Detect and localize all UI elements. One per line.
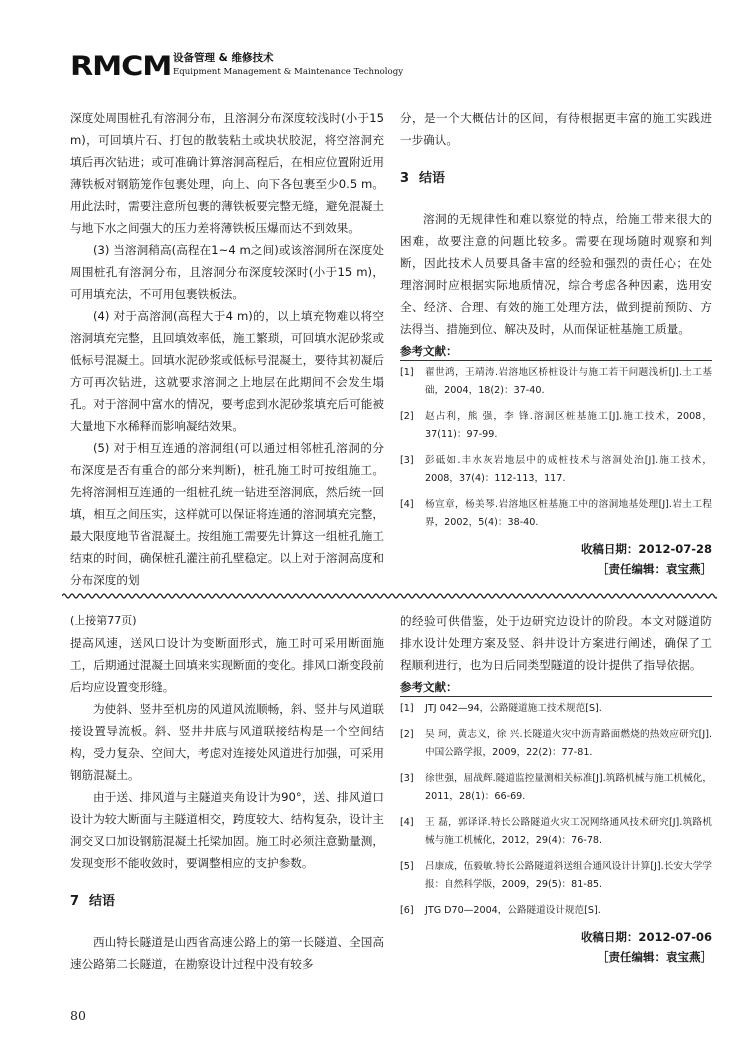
reference-list: [400, 364, 712, 532]
body-paragraph: 深度处周围桩孔有溶洞分布，且溶洞分布深度较浅时(小于15 m)，可回填片石、打包的散装粘土或块状胶泥，将空溶洞充填后再次钻进；或可准确计算溶洞高程后，在相应位置附近用薄铁板对钢筋笼作包裹处理，向上、向下各包裹至少0.5 m。用此法时，需要注意所包裹的薄铁板要完整无缝，避免混凝土与地下水之间强大的压力差将薄铁板压爆而达不到效果。: [70, 111, 384, 235]
responsible-editor: ［责任编辑：袁宝燕］: [597, 562, 712, 576]
body-paragraph: 分，是一个大概估计的区间，有待根据更丰富的施工实践进一步确认。: [400, 111, 712, 147]
section-title: 结语: [89, 894, 116, 909]
reference-text: JTG D70—2004，公路隧道设计规范[S].: [425, 905, 601, 916]
reference-item: [400, 814, 712, 850]
article1-right-column: [400, 107, 712, 579]
body-paragraph: 提高风速，送风口设计为变断面形式，施工时可采用断面施工，后期通过混凝土回填来实现断面的变化。排风口渐变段前后均应设置变形缝。: [70, 636, 384, 694]
responsible-editor: ［责任编辑：袁宝燕］: [597, 950, 712, 964]
reference-number: [3]: [400, 773, 414, 784]
reference-item: [400, 496, 712, 532]
section-number: 3: [400, 171, 410, 186]
section-heading: [70, 891, 384, 913]
body-paragraph: (5) 对于相互连通的溶洞组(可以通过相邻桩孔溶洞的分布深度是否有重合的部分来判断)，桩孔施工时可按组施工。先将溶洞相互连通的一组桩孔统一钻进至溶洞底，然后统一回填，相互之间压实，这样就可以保证将连通的溶洞填充完整，最大限度地节省混凝土。按组施工需要先计算这一组桩孔施工结束的时间，确保桩孔灌注前孔壁稳定。以上对于溶洞高度和分布深度的划: [70, 441, 384, 587]
references-heading: 参考文献：: [400, 678, 712, 697]
reference-text: 彭砥如.丰水灰岩地层中的成桩技术与溶洞处治[J].施工技术，2008，37(4)：112-113，117.: [425, 455, 712, 484]
reference-list: [400, 700, 712, 920]
journal-logo: RMCM: [70, 51, 172, 82]
reference-text: 徐世强，屈战辉.隧道监控量测相关标准[J].筑路机械与施工机械化，2011，28(1)：66-69.: [425, 773, 712, 802]
received-date: 收稿日期：2012-07-28: [580, 542, 712, 556]
reference-text: 翟世鸿，王靖涛.岩溶地区桥桩设计与施工若干问题浅析[J].土工基础，2004，18(2)：37-40.: [425, 367, 712, 396]
article1-left-column: [70, 107, 384, 591]
reference-number: [1]: [400, 703, 414, 714]
article2-left-column: [70, 610, 384, 975]
received-date: 收稿日期：2012-07-06: [580, 930, 712, 944]
reference-number: [5]: [400, 861, 414, 872]
article2-right-column: [400, 610, 712, 967]
reference-text: 吕康成，伍毅敏.特长公路隧道斜送组合通风设计计算[J].长安大学学报：自然科学版，2009，29(5)：81-85.: [425, 861, 712, 890]
page-number: 80: [70, 1008, 86, 1023]
reference-item: [400, 858, 712, 894]
conclusion-paragraph: 西山特长隧道是山西省高速公路上的第一长隧道、全国高速公路第二长隧道，在勘察设计过程中没有较多: [70, 935, 384, 971]
reference-item: [400, 452, 712, 488]
body-paragraph: (3) 当溶洞稍高(高程在1~4 m之间)或该溶洞所在深度处周围桩孔有溶洞分布，且溶洞分布深度较深时(小于15 m)，可用填充法，不可用包裹铁板法。: [70, 243, 384, 301]
reference-number: [6]: [400, 905, 414, 916]
reference-number: [2]: [400, 729, 414, 740]
reference-text: 吴 珂，黄志义，徐 兴.长隧道火灾中沥青路面燃烧的热效应研究[J].中国公路学报，2009，22(2)：77-81.: [425, 729, 712, 758]
journal-title-en: Equipment Management & Maintenance Technology: [173, 67, 404, 77]
journal-title-cn: 设备管理 & 维修技术: [173, 52, 274, 64]
wavy-divider: [62, 591, 717, 601]
reference-text: 杨宣章，杨美琴.岩溶地区桩基施工中的溶洞地基处理[J].岩土工程界，2002，5(4)：38-40.: [425, 499, 712, 528]
reference-item: [400, 700, 712, 718]
reference-text: 王 磊，郭译译.特长公路隧道火灾工况网络通风技术研究[J].筑路机械与施工机械化，2012，29(4)：76-78.: [425, 817, 712, 846]
body-paragraph: 为使斜、竖井至机房的风道风流顺畅，斜、竖井与风道联接设置导流板。斜、竖井井底与风道联接结构是一个空间结构，受力复杂、空间大，考虑对连接处风道进行加强，可采用钢筋混凝土。: [70, 702, 384, 782]
reference-number: [2]: [400, 411, 414, 422]
body-paragraph: 的经验可供借鉴，处于边研究边设计的阶段。本文对隧道防排水设计处理方案及竖、斜井设计方案进行阐述，确保了工程顺利进行，也为日后同类型隧道的设计提供了指导依据。: [400, 614, 712, 672]
reference-item: [400, 726, 712, 762]
reference-text: 赵占利，熊 强，李 锋.溶洞区桩基施工[J].施工技术，2008，37(11)：97-99.: [425, 411, 712, 440]
body-paragraph: (4) 对于高溶洞(高程大于4 m)的，以上填充物难以将空溶洞填充完整，且回填效率低，施工繁琐，可回填水泥砂浆或低标号混凝土。回填水泥砂浆或低标号混凝土，要待其初凝后方可再次钻进，这就要求溶洞之上地层在此期间不会发生塌孔。对于溶洞中富水的情况，要考虑到水泥砂浆填充后可能被大量地下水稀释而影响凝结效果。: [70, 309, 384, 433]
section-heading: [400, 168, 712, 190]
reference-number: [4]: [400, 499, 414, 510]
reference-item: [400, 364, 712, 400]
reference-item: [400, 770, 712, 806]
section-title: 结语: [419, 171, 446, 186]
reference-item: [400, 408, 712, 444]
reference-item: [400, 902, 712, 920]
reference-number: [4]: [400, 817, 414, 828]
section-number: 7: [70, 894, 80, 909]
conclusion-paragraph: 溶洞的无规律性和难以察觉的特点，给施工带来很大的困难，故要注意的问题比较多。需要在现场随时观察和判断，因此技术人员要具备丰富的经验和强烈的责任心；在处理溶洞时应根据实际地质情况，综合考虑各种因素，选用安全、经济、合理、有效的施工处理方法，做到提前预防、方法得当、措施到位、解决及时，从而保证桩基施工质量。: [400, 212, 712, 336]
reference-number: [1]: [400, 367, 414, 378]
references-heading: 参考文献：: [400, 342, 712, 361]
continued-from-note: (上接第77页): [70, 614, 137, 627]
reference-number: [3]: [400, 455, 414, 466]
reference-text: JTJ 042—94，公路隧道施工技术规范[S].: [425, 703, 602, 714]
body-paragraph: 由于送、排风道与主隧道夹角设计为90°，送、排风道口设计为较大断面与主隧道相交，跨度较大、结构复杂，设计主洞交叉口加设钢筋混凝土托梁加固。施工时必须注意勤量测，发现变形不能收敛时，要调整相应的支护参数。: [70, 790, 384, 870]
